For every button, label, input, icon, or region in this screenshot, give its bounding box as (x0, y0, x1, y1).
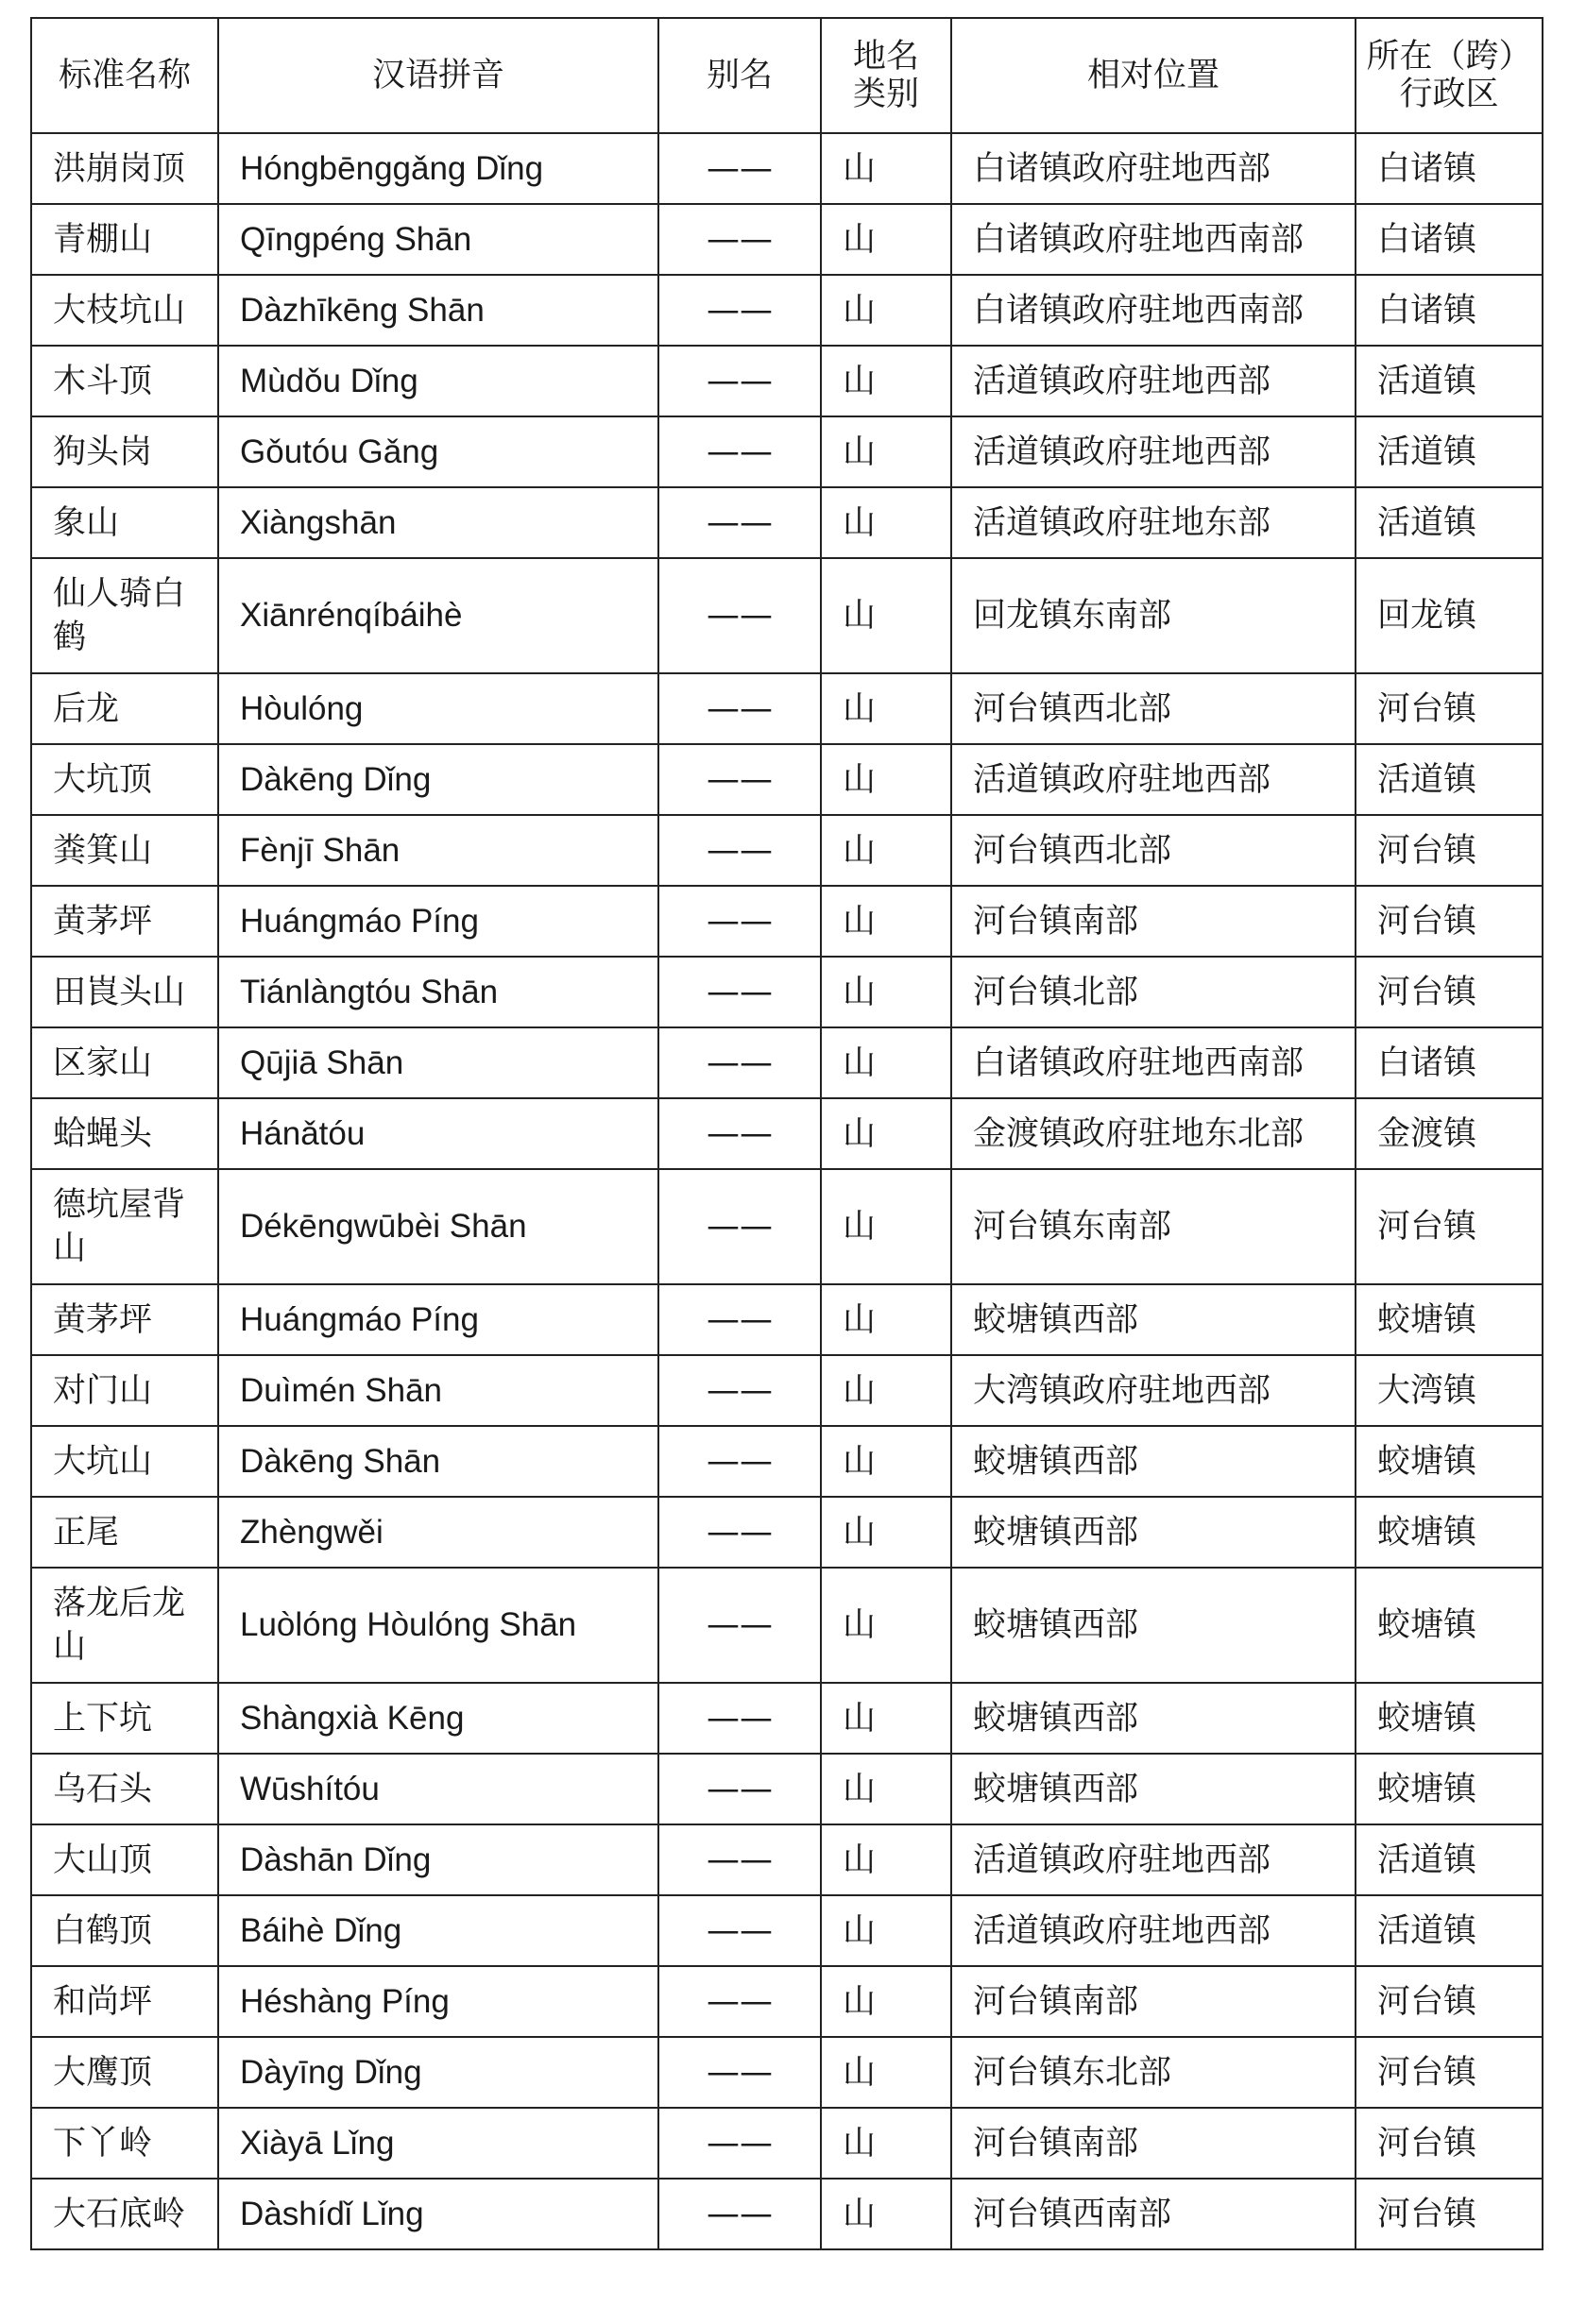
table-row (31, 886, 1543, 957)
cell-pinyin: Héshàng Píng (218, 1966, 658, 2037)
cell-admin-region: 河台镇 (1356, 1966, 1543, 2037)
cell-admin-region: 回龙镇 (1356, 558, 1543, 673)
cell-alias: —— (658, 815, 821, 886)
cell-place-type: 山 (821, 558, 951, 673)
cell-place-type: 山 (821, 275, 951, 346)
cell-relative-location: 河台镇东北部 (951, 2037, 1356, 2108)
cell-alias: —— (658, 673, 821, 744)
cell-place-type: 山 (821, 1284, 951, 1355)
cell-pinyin: Dàkēng Shān (218, 1426, 658, 1497)
cell-standard-name: 黄茅坪 (31, 1284, 218, 1355)
header-admin-region-line1: 所在（跨） (1366, 38, 1532, 76)
cell-relative-location: 大湾镇政府驻地西部 (951, 1355, 1356, 1426)
cell-admin-region: 蛟塘镇 (1356, 1284, 1543, 1355)
cell-alias: —— (658, 1027, 821, 1098)
cell-pinyin: Fènjī Shān (218, 815, 658, 886)
header-admin-region-line2: 行政区 (1399, 76, 1499, 113)
cell-place-type: 山 (821, 673, 951, 744)
cell-alias: —— (658, 1497, 821, 1568)
cell-standard-name: 青棚山 (31, 204, 218, 275)
cell-admin-region: 白诸镇 (1356, 1027, 1543, 1098)
cell-pinyin: Dàzhīkēng Shān (218, 275, 658, 346)
cell-standard-name: 洪崩岗顶 (31, 133, 218, 204)
cell-pinyin: Huángmáo Píng (218, 1284, 658, 1355)
cell-pinyin: Hóngbēnggǎng Dǐng (218, 133, 658, 204)
cell-alias: —— (658, 957, 821, 1027)
cell-pinyin: Xiàyā Lǐng (218, 2108, 658, 2179)
cell-pinyin: Wūshítóu (218, 1754, 658, 1824)
cell-admin-region: 河台镇 (1356, 2179, 1543, 2249)
cell-pinyin: Dàyīng Dǐng (218, 2037, 658, 2108)
cell-place-type: 山 (821, 2037, 951, 2108)
cell-standard-name: 仙人骑白鹤 (31, 558, 218, 673)
cell-alias: —— (658, 1568, 821, 1683)
table-row (31, 815, 1543, 886)
cell-place-type: 山 (821, 1027, 951, 1098)
cell-alias: —— (658, 1355, 821, 1426)
cell-relative-location: 河台镇西北部 (951, 673, 1356, 744)
cell-standard-name: 象山 (31, 487, 218, 558)
cell-alias: —— (658, 1284, 821, 1355)
cell-standard-name: 木斗顶 (31, 346, 218, 416)
cell-admin-region: 河台镇 (1356, 2108, 1543, 2179)
cell-standard-name: 区家山 (31, 1027, 218, 1098)
cell-admin-region: 白诸镇 (1356, 133, 1543, 204)
table-row (31, 1966, 1543, 2037)
cell-standard-name: 大坑山 (31, 1426, 218, 1497)
cell-place-type: 山 (821, 815, 951, 886)
cell-relative-location: 蛟塘镇西部 (951, 1754, 1356, 1824)
cell-place-type: 山 (821, 346, 951, 416)
cell-admin-region: 活道镇 (1356, 416, 1543, 487)
cell-place-type: 山 (821, 204, 951, 275)
table-row (31, 487, 1543, 558)
cell-relative-location: 活道镇政府驻地西部 (951, 744, 1356, 815)
table-row (31, 1284, 1543, 1355)
cell-relative-location: 白诸镇政府驻地西南部 (951, 204, 1356, 275)
cell-relative-location: 活道镇政府驻地西部 (951, 416, 1356, 487)
header-place-type-line1: 地名 (852, 38, 919, 76)
cell-relative-location: 蛟塘镇西部 (951, 1426, 1356, 1497)
table-row (31, 1824, 1543, 1895)
cell-relative-location: 白诸镇政府驻地西南部 (951, 275, 1356, 346)
cell-pinyin: Hánǎtóu (218, 1098, 658, 1169)
cell-alias: —— (658, 204, 821, 275)
header-alias: 别名 (658, 18, 821, 133)
cell-place-type: 山 (821, 957, 951, 1027)
cell-place-type: 山 (821, 1683, 951, 1754)
cell-relative-location: 活道镇政府驻地西部 (951, 1895, 1356, 1966)
table-row (31, 2108, 1543, 2179)
table-row (31, 1754, 1543, 1824)
table-row (31, 1426, 1543, 1497)
table-row (31, 744, 1543, 815)
cell-admin-region: 活道镇 (1356, 1824, 1543, 1895)
header-relative-location: 相对位置 (951, 18, 1356, 133)
cell-standard-name: 下丫岭 (31, 2108, 218, 2179)
cell-relative-location: 回龙镇东南部 (951, 558, 1356, 673)
cell-pinyin: Xiàngshān (218, 487, 658, 558)
table-row (31, 1169, 1543, 1284)
cell-admin-region: 活道镇 (1356, 487, 1543, 558)
cell-pinyin: Qūjiā Shān (218, 1027, 658, 1098)
table-row (31, 346, 1543, 416)
cell-relative-location: 金渡镇政府驻地东北部 (951, 1098, 1356, 1169)
cell-alias: —— (658, 886, 821, 957)
table-row (31, 1497, 1543, 1568)
cell-standard-name: 狗头岗 (31, 416, 218, 487)
cell-standard-name: 大山顶 (31, 1824, 218, 1895)
cell-alias: —— (658, 133, 821, 204)
cell-standard-name: 大坑顶 (31, 744, 218, 815)
cell-pinyin: Tiánlàngtóu Shān (218, 957, 658, 1027)
cell-admin-region: 蛟塘镇 (1356, 1754, 1543, 1824)
cell-standard-name: 正尾 (31, 1497, 218, 1568)
table-row (31, 1568, 1543, 1683)
cell-standard-name: 田崀头山 (31, 957, 218, 1027)
cell-place-type: 山 (821, 416, 951, 487)
cell-pinyin: Shàngxià Kēng (218, 1683, 658, 1754)
cell-alias: —— (658, 1426, 821, 1497)
cell-admin-region: 金渡镇 (1356, 1098, 1543, 1169)
cell-alias: —— (658, 275, 821, 346)
cell-relative-location: 蛟塘镇西部 (951, 1284, 1356, 1355)
table-row (31, 1895, 1543, 1966)
cell-standard-name: 和尚坪 (31, 1966, 218, 2037)
cell-relative-location: 河台镇西南部 (951, 2179, 1356, 2249)
cell-pinyin: Dàshān Dǐng (218, 1824, 658, 1895)
cell-pinyin: Luòlóng Hòulóng Shān (218, 1568, 658, 1683)
cell-standard-name: 大石底岭 (31, 2179, 218, 2249)
table-row (31, 275, 1543, 346)
cell-standard-name: 后龙 (31, 673, 218, 744)
cell-pinyin: Gǒutóu Gǎng (218, 416, 658, 487)
cell-alias: —— (658, 2108, 821, 2179)
cell-standard-name: 白鹤顶 (31, 1895, 218, 1966)
cell-pinyin: Qīngpéng Shān (218, 204, 658, 275)
table-row (31, 133, 1543, 204)
cell-pinyin: Báihè Dǐng (218, 1895, 658, 1966)
cell-place-type: 山 (821, 744, 951, 815)
cell-relative-location: 河台镇东南部 (951, 1169, 1356, 1284)
cell-standard-name: 蛤蝇头 (31, 1098, 218, 1169)
cell-place-type: 山 (821, 1497, 951, 1568)
cell-alias: —— (658, 1683, 821, 1754)
table-row (31, 957, 1543, 1027)
cell-relative-location: 蛟塘镇西部 (951, 1497, 1356, 1568)
cell-relative-location: 活道镇政府驻地西部 (951, 1824, 1356, 1895)
cell-relative-location: 河台镇北部 (951, 957, 1356, 1027)
cell-relative-location: 活道镇政府驻地东部 (951, 487, 1356, 558)
cell-place-type: 山 (821, 487, 951, 558)
cell-pinyin: Dàkēng Dǐng (218, 744, 658, 815)
cell-admin-region: 河台镇 (1356, 815, 1543, 886)
cell-admin-region: 白诸镇 (1356, 204, 1543, 275)
cell-standard-name: 上下坑 (31, 1683, 218, 1754)
cell-alias: —— (658, 1824, 821, 1895)
cell-pinyin: Xiānrénqíbáihè (218, 558, 658, 673)
cell-pinyin: Huángmáo Píng (218, 886, 658, 957)
header-place-type (821, 18, 951, 133)
cell-alias: —— (658, 744, 821, 815)
cell-pinyin: Duìmén Shān (218, 1355, 658, 1426)
cell-place-type: 山 (821, 1355, 951, 1426)
cell-alias: —— (658, 1169, 821, 1284)
cell-admin-region: 蛟塘镇 (1356, 1568, 1543, 1683)
cell-standard-name: 大鹰顶 (31, 2037, 218, 2108)
cell-alias: —— (658, 1754, 821, 1824)
table-row (31, 204, 1543, 275)
cell-place-type: 山 (821, 1895, 951, 1966)
cell-relative-location: 河台镇南部 (951, 2108, 1356, 2179)
table-row (31, 1683, 1543, 1754)
cell-standard-name: 乌石头 (31, 1754, 218, 1824)
cell-standard-name: 粪箕山 (31, 815, 218, 886)
cell-standard-name: 落龙后龙山 (31, 1568, 218, 1683)
cell-pinyin: Zhèngwěi (218, 1497, 658, 1568)
cell-relative-location: 白诸镇政府驻地西南部 (951, 1027, 1356, 1098)
table-row (31, 2037, 1543, 2108)
cell-relative-location: 白诸镇政府驻地西部 (951, 133, 1356, 204)
cell-pinyin: Hòulóng (218, 673, 658, 744)
cell-alias: —— (658, 1966, 821, 2037)
cell-alias: —— (658, 2037, 821, 2108)
cell-place-type: 山 (821, 2108, 951, 2179)
cell-admin-region: 活道镇 (1356, 744, 1543, 815)
cell-place-type: 山 (821, 1824, 951, 1895)
cell-admin-region: 河台镇 (1356, 886, 1543, 957)
cell-alias: —— (658, 558, 821, 673)
cell-alias: —— (658, 1098, 821, 1169)
table-row (31, 1098, 1543, 1169)
table-body (31, 133, 1543, 2249)
cell-relative-location: 蛟塘镇西部 (951, 1683, 1356, 1754)
cell-standard-name: 大枝坑山 (31, 275, 218, 346)
header-place-type-line2: 类别 (852, 76, 919, 113)
table-header-row (31, 18, 1543, 133)
cell-place-type: 山 (821, 1098, 951, 1169)
cell-admin-region: 蛟塘镇 (1356, 1426, 1543, 1497)
cell-alias: —— (658, 487, 821, 558)
cell-alias: —— (658, 1895, 821, 1966)
cell-standard-name: 对门山 (31, 1355, 218, 1426)
header-pinyin: 汉语拼音 (218, 18, 658, 133)
cell-admin-region: 白诸镇 (1356, 275, 1543, 346)
cell-alias: —— (658, 346, 821, 416)
cell-alias: —— (658, 416, 821, 487)
cell-place-type: 山 (821, 886, 951, 957)
table-row (31, 416, 1543, 487)
cell-relative-location: 河台镇西北部 (951, 815, 1356, 886)
cell-place-type: 山 (821, 133, 951, 204)
cell-admin-region: 河台镇 (1356, 2037, 1543, 2108)
cell-admin-region: 活道镇 (1356, 1895, 1543, 1966)
cell-admin-region: 蛟塘镇 (1356, 1497, 1543, 1568)
place-name-table (30, 17, 1543, 2250)
cell-admin-region: 活道镇 (1356, 346, 1543, 416)
cell-admin-region: 河台镇 (1356, 1169, 1543, 1284)
cell-place-type: 山 (821, 1568, 951, 1683)
cell-admin-region: 蛟塘镇 (1356, 1683, 1543, 1754)
cell-place-type: 山 (821, 1169, 951, 1284)
cell-place-type: 山 (821, 1754, 951, 1824)
table-row (31, 1355, 1543, 1426)
cell-admin-region: 河台镇 (1356, 957, 1543, 1027)
cell-place-type: 山 (821, 1966, 951, 2037)
cell-pinyin: Dékēngwūbèi Shān (218, 1169, 658, 1284)
cell-relative-location: 活道镇政府驻地西部 (951, 346, 1356, 416)
table-row (31, 673, 1543, 744)
cell-relative-location: 河台镇南部 (951, 886, 1356, 957)
table-row (31, 2179, 1543, 2249)
cell-admin-region: 大湾镇 (1356, 1355, 1543, 1426)
cell-relative-location: 蛟塘镇西部 (951, 1568, 1356, 1683)
cell-place-type: 山 (821, 1426, 951, 1497)
cell-place-type: 山 (821, 2179, 951, 2249)
header-standard-name: 标准名称 (31, 18, 218, 133)
table-row (31, 1027, 1543, 1098)
table-row (31, 558, 1543, 673)
cell-pinyin: Dàshídǐ Lǐng (218, 2179, 658, 2249)
cell-standard-name: 黄茅坪 (31, 886, 218, 957)
cell-relative-location: 河台镇南部 (951, 1966, 1356, 2037)
cell-admin-region: 河台镇 (1356, 673, 1543, 744)
cell-alias: —— (658, 2179, 821, 2249)
cell-pinyin: Mùdǒu Dǐng (218, 346, 658, 416)
header-admin-region (1356, 18, 1543, 133)
cell-standard-name: 德坑屋背山 (31, 1169, 218, 1284)
